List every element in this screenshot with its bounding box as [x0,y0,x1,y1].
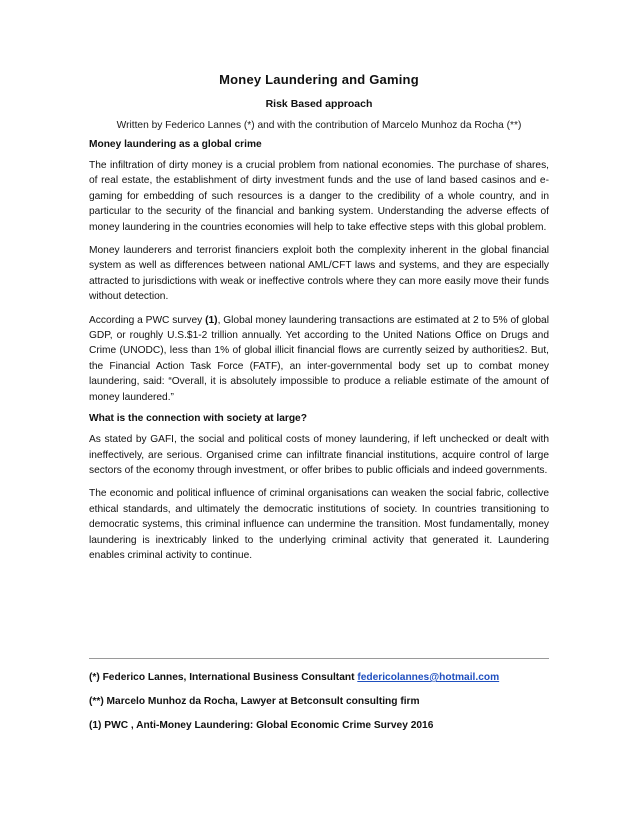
footnote-author-2: (**) Marcelo Munhoz da Rocha, Lawyer at Betconsult consulting firm [89,696,420,707]
footnotes-section [89,658,549,733]
document-body [89,72,549,563]
paragraph-gafi: As stated by GAFI, the social and political costs of money laundering, if left unchecked or dealt with ineffectively, are serious. Organised crime can infiltrate financial institutions, acquire control of large sectors of the economy through investment, or offer bribes to public officials and indeed governments. [89,434,549,476]
paragraph-launderers: Money launderers and terrorist financiers exploit both the complexity inherent in the global financial system as well as differences between national AML/CFT laws and systems, and they are especially attracted to jurisdictions with weak or ineffective controls where they can more easily move their funds without detection. [89,245,549,303]
document-title: Money Laundering and Gaming [219,72,419,87]
pwc-text-rest: , Global money laundering transactions are estimated at 2 to 5% of global GDP, or roughly U.S.$1-2 trillion annually. Yet according to the United Nations Office on Drugs and Crime (UNODC), less than 1% of global illicit financial flows are currently seized by authorities2. But, the Financial Action Task Force (FATF), an inter-governmental body set up to combat money laundering, said: “Overall, it is absolutely impossible to produce a reliable estimate of the amount of money laundered.” [89,314,549,403]
footnote-ref-1: (1) [205,314,218,326]
footnote-source-1: (1) PWC , Anti-Money Laundering: Global Economic Crime Survey 2016 [89,720,434,731]
section-heading-society: What is the connection with society at large? [89,413,307,425]
pwc-text-lead: According a PWC survey [89,314,206,326]
author-byline: Written by Federico Lannes (*) and with the contribution of Marcelo Munhoz da Rocha (**) [116,120,522,131]
footnote-author-1 [89,670,549,685]
document-subtitle: Risk Based approach [265,98,373,110]
paragraph-economic-influence: The economic and political influence of criminal organisations can weaken the social fabric, collective ethical standards, and ultimately the democratic institutions of society. In countries transitioning to democratic systems, this criminal influence can undermine the transition. Most fundamentally, money laundering is inextricably linked to the underlying criminal activity that generated it. Laundering enables criminal activity to continue. [89,488,549,561]
footnote-author-1-text: (*) Federico Lannes, International Business Consultant [89,672,358,683]
paragraph-pwc-survey [89,313,549,405]
footnote-divider [89,658,549,659]
author-email-link[interactable]: federicolannes@hotmail.com [357,672,500,683]
paragraph-infiltration: The infiltration of dirty money is a crucial problem from national economies. The purchase of shares, of real estate, the establishment of dirty investment funds and the use of land based casinos and e-gaming for embedding of such resources is a danger to the credibility of a whole country, and in particular to the security of the financial and banking system. Understanding the adverse effects of money laundering in the countries economies will help to take effective steps with this global problem. [89,160,549,233]
section-heading-global-crime: Money laundering as a global crime [89,139,262,150]
